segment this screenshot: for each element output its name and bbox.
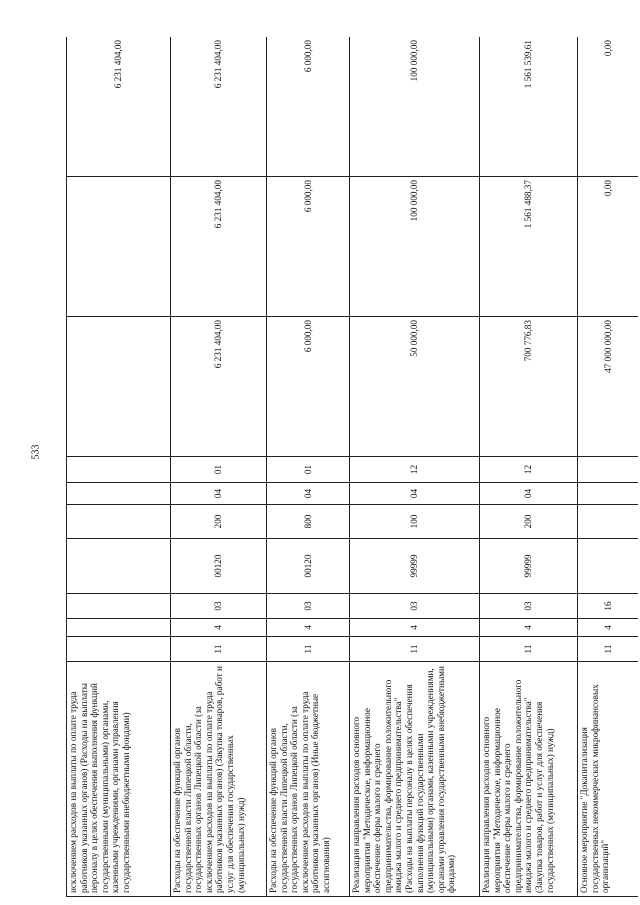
page-number: 533 [30,444,42,460]
code-cell: 03 [480,594,578,619]
amount-cell: 1 561 539,61 [480,37,578,177]
code-cell: 11 [480,637,578,662]
amount-cell: 0,00 [578,37,639,177]
code-cell: 4 [171,619,267,637]
amount-cell: 6 231 404,00 [171,177,267,317]
code-cell: 11 [171,637,267,662]
table-row [171,37,267,897]
code-cell: 03 [350,594,480,619]
amount-cell: 6 000,00 [267,37,350,177]
amount-cell: 1 561 488,37 [480,177,578,317]
row-description: Реализация направления расходов основного мероприятия "Методическое, информационное обеспечение сферы малого и среднего предпринимательства, формирование положительного имиджа малого и среднего предпринимательства" (Закупка товаров, работ и услуг для обеспечения государственных (муниципальных) нужд) [480,662,578,897]
code-cell [67,505,171,539]
table-row [350,37,480,897]
amount-cell: 6 000,00 [267,177,350,317]
table-row [67,37,171,897]
budget-table [66,37,638,897]
code-cell: 12 [480,457,578,483]
code-cell: 99999 [350,539,480,594]
row-description: Основное мероприятие "Докапитализация государственных некоммерческих микрофинансовых организаций" [578,662,639,897]
code-cell [578,483,639,505]
code-cell: 99999 [480,539,578,594]
amount-cell: 50 000,00 [350,317,480,457]
table-row [578,37,639,897]
code-cell: 4 [480,619,578,637]
budget-table-rotated [66,37,638,897]
code-cell [67,539,171,594]
code-cell [67,594,171,619]
code-cell: 01 [267,457,350,483]
code-cell [578,457,639,483]
code-cell: 04 [171,483,267,505]
amount-cell: 100 000,00 [350,177,480,317]
amount-cell: 6 231 404,00 [171,37,267,177]
code-cell: 4 [350,619,480,637]
amount-cell [67,317,171,457]
amount-cell [67,177,171,317]
code-cell: 800 [267,505,350,539]
code-cell: 04 [350,483,480,505]
table-row [267,37,350,897]
code-cell [578,505,639,539]
row-description: Расходы на обеспечение функций органов государственной власти Липецкой области, государственных органов Липецкой области (за исключением расходов на выплаты по оплате труда работников указанных органов) (Иные бюджетные ассигнования) [267,662,350,897]
code-cell: 03 [267,594,350,619]
code-cell: 04 [480,483,578,505]
code-cell: 11 [267,637,350,662]
amount-cell: 100 000,00 [350,37,480,177]
code-cell: 04 [267,483,350,505]
code-cell: 200 [171,505,267,539]
row-description: Реализация направления расходов основного мероприятия "Методическое, информационное обеспечение сферы малого и среднего предпринимательства, формирование положительного имиджа малого и среднего предпринимательства" (Расходы на выплаты персоналу в целях обеспечения выполнения функций государственными (муниципальными) органами, казенными учреждениями, органами управления государственными внебюджетными фондами) [350,662,480,897]
amount-cell: 0,00 [578,177,639,317]
code-cell: 11 [350,637,480,662]
code-cell [67,457,171,483]
amount-cell: 700 776,83 [480,317,578,457]
code-cell: 4 [578,619,639,637]
code-cell: 00120 [171,539,267,594]
code-cell [67,637,171,662]
amount-cell: 6 000,00 [267,317,350,457]
code-cell: 16 [578,594,639,619]
code-cell: 200 [480,505,578,539]
amount-cell: 47 000 000,00 [578,317,639,457]
row-description: исключением расходов на выплаты по оплате труда работников указанных органов) (Расходы на выплаты персоналу в целях обеспечения выполнения функций государственными (муниципальными) органами, казенными учреждениями, органами управления государственными внебюджетными фондами) [67,662,171,897]
code-cell [67,619,171,637]
code-cell: 11 [578,637,639,662]
code-cell: 00120 [267,539,350,594]
amount-cell: 6 231 404,00 [171,317,267,457]
code-cell: 100 [350,505,480,539]
table-row [480,37,578,897]
code-cell [578,539,639,594]
table-viewport [66,37,638,897]
code-cell: 03 [171,594,267,619]
code-cell: 12 [350,457,480,483]
code-cell: 4 [267,619,350,637]
code-cell [67,483,171,505]
amount-cell: 6 231 404,00 [67,37,171,177]
row-description: Расходы на обеспечение функций органов государственной власти Липецкой области, государственных органов Липецкой области (за исключением расходов на выплаты по оплате труда работников указанных органов) (Закупка товаров, работ и услуг для обеспечения государственных (муниципальных) нужд) [171,662,267,897]
code-cell: 01 [171,457,267,483]
